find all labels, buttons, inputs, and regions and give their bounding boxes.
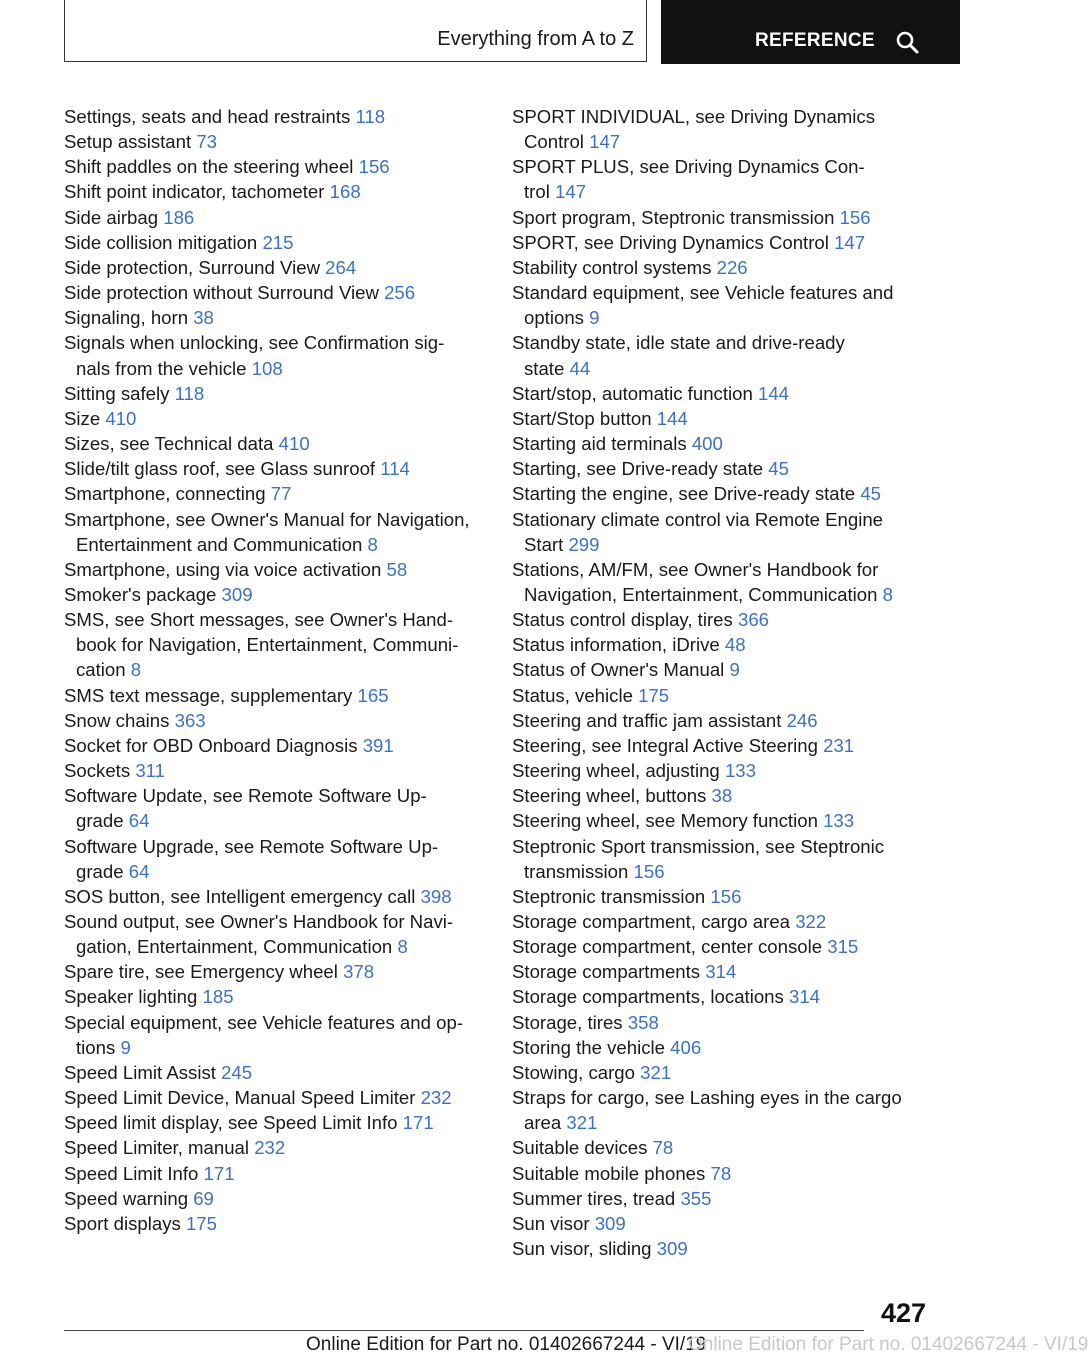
page-link[interactable]: 231 xyxy=(823,734,855,756)
index-entry xyxy=(64,330,484,380)
footer-edition: Online Edition for Part no. 01402667244 - VI/19 xyxy=(306,1334,707,1355)
entry-text: trol xyxy=(524,181,550,203)
index-entry xyxy=(512,708,932,733)
index-entry xyxy=(512,783,932,808)
index-entry xyxy=(512,984,932,1009)
page-link[interactable]: 315 xyxy=(827,936,859,958)
page-link[interactable]: 391 xyxy=(362,734,394,756)
index-entry xyxy=(64,406,484,431)
index-entry xyxy=(512,934,932,959)
index-entry xyxy=(512,381,932,406)
entry-text: Software Update, see Remote Software Up- xyxy=(64,785,427,807)
entry-text: Stations, AM/FM, see Owner's Handbook for xyxy=(512,558,879,580)
page-number: 427 xyxy=(880,1298,926,1328)
index-entry xyxy=(64,280,484,305)
section-title: Everything from A to Z xyxy=(437,28,634,50)
page-link[interactable]: 299 xyxy=(568,533,600,555)
entry-text: book for Navigation, Entertainment, Communi- xyxy=(76,634,459,656)
page-link[interactable]: 144 xyxy=(656,407,688,429)
footer-divider xyxy=(64,1330,864,1331)
entry-text: Steering wheel, see Memory function xyxy=(512,810,818,832)
index-entry xyxy=(64,582,484,607)
index-entry xyxy=(512,507,932,557)
entry-text: SMS text message, supplementary xyxy=(64,684,353,706)
entry-text: Stability control systems xyxy=(512,256,712,278)
entry-text: Shift paddles on the steering wheel xyxy=(64,156,354,178)
index-entry xyxy=(64,507,484,557)
entry-text: Steering and traffic jam assistant xyxy=(512,709,782,731)
entry-text: Speed Limit Assist xyxy=(64,1061,216,1083)
entry-text: SPORT, see Driving Dynamics Control xyxy=(512,231,829,253)
index-entry xyxy=(512,834,932,884)
entry-text: Side airbag xyxy=(64,206,159,228)
page-link[interactable]: 108 xyxy=(251,357,283,379)
entry-text: Storage compartments xyxy=(512,961,701,983)
entry-text: Sound output, see Owner's Handbook for Navi- xyxy=(64,911,454,932)
page-link[interactable]: 309 xyxy=(221,583,253,605)
entry-text: Control xyxy=(524,131,584,153)
entry-text: Start/stop, automatic function xyxy=(512,382,753,404)
page-link[interactable]: 232 xyxy=(254,1137,286,1159)
index-entry xyxy=(512,557,932,607)
page-link[interactable]: 311 xyxy=(135,760,165,782)
entry-text: Entertainment and Communication xyxy=(76,533,363,555)
entry-text: Sport displays xyxy=(64,1212,181,1234)
page-link[interactable]: 8 xyxy=(397,936,408,958)
page-link[interactable]: 314 xyxy=(788,986,821,1008)
page-link[interactable]: 9 xyxy=(120,1036,131,1058)
entry-text: state xyxy=(524,357,565,379)
entry-text: Straps for cargo, see Lashing eyes in the cargo xyxy=(512,1087,902,1109)
page-link[interactable]: 309 xyxy=(594,1212,626,1234)
page-link[interactable]: 118 xyxy=(355,106,386,127)
entry-text: Size xyxy=(64,407,101,429)
index-entry xyxy=(512,330,932,380)
index-entry xyxy=(512,632,932,657)
page-link[interactable]: 44 xyxy=(569,357,591,379)
index-entry xyxy=(64,1110,484,1135)
index-entry xyxy=(64,683,484,708)
index-entry xyxy=(64,834,484,884)
index-entry xyxy=(64,230,484,255)
page-link[interactable]: 406 xyxy=(670,1036,702,1058)
index-entry xyxy=(512,1035,932,1060)
page-link[interactable]: 378 xyxy=(343,961,375,983)
entry-text: Socket for OBD Onboard Diagnosis xyxy=(64,734,358,756)
entry-text: SMS, see Short messages, see Owner's Hand- xyxy=(64,609,454,631)
index-entry xyxy=(64,959,484,984)
entry-text: Speed limit display, see Speed Limit Info xyxy=(64,1112,398,1134)
entry-text: Smartphone, using via voice activation xyxy=(64,558,382,580)
page-link[interactable]: 38 xyxy=(711,785,733,807)
entry-text: Steering wheel, buttons xyxy=(512,785,707,807)
index-entry xyxy=(64,984,484,1009)
index-entry xyxy=(64,1060,484,1085)
entry-text: Standard equipment, see Vehicle features and xyxy=(512,282,894,304)
index-entry xyxy=(512,733,932,758)
entry-text: Suitable mobile phones xyxy=(512,1162,706,1184)
page-link[interactable]: 321 xyxy=(566,1112,598,1134)
index-entry xyxy=(64,456,484,481)
page-link[interactable]: 118 xyxy=(174,382,205,404)
page-link[interactable]: 147 xyxy=(555,181,587,203)
page-link[interactable]: 114 xyxy=(380,458,410,480)
page-link[interactable]: 45 xyxy=(860,483,881,505)
entry-text: Smartphone, see Owner's Manual for Navigation, xyxy=(64,508,470,530)
index-entry xyxy=(512,1211,932,1236)
page-link[interactable]: 185 xyxy=(202,986,234,1008)
index-column-right xyxy=(512,104,932,1261)
entry-text: Storage compartment, cargo area xyxy=(512,911,791,932)
index-entry xyxy=(512,959,932,984)
page-link[interactable]: 400 xyxy=(691,433,723,455)
index-entry xyxy=(64,1161,484,1186)
search-icon[interactable] xyxy=(895,30,919,54)
page-link[interactable]: 48 xyxy=(724,634,746,656)
page-link[interactable]: 77 xyxy=(270,483,292,505)
entry-text: Speed Limiter, manual xyxy=(64,1137,250,1159)
entry-text: tions xyxy=(76,1036,116,1058)
entry-text: Steering wheel, adjusting xyxy=(512,760,720,782)
page-link[interactable]: 73 xyxy=(196,131,217,153)
page-link[interactable]: 9 xyxy=(589,307,600,329)
entry-text: SOS button, see Intelligent emergency call xyxy=(64,885,416,907)
entry-text: Steering, see Integral Active Steering xyxy=(512,734,818,756)
entry-text: Speaker lighting xyxy=(64,986,198,1008)
entry-text: Steptronic transmission xyxy=(512,885,706,907)
entry-text: Speed warning xyxy=(64,1187,189,1209)
index-entry xyxy=(64,607,484,682)
index-entry xyxy=(512,909,932,934)
index-entry xyxy=(512,1236,932,1261)
index-entry xyxy=(512,607,932,632)
entry-text: options xyxy=(524,307,584,329)
entry-text: Starting the engine, see Drive-ready state xyxy=(512,483,856,505)
entry-text: Stationary climate control via Remote Engine xyxy=(512,508,884,530)
page-link[interactable]: 366 xyxy=(737,609,770,631)
entry-text: Special equipment, see Vehicle features and op- xyxy=(64,1011,463,1033)
entry-text: Side collision mitigation xyxy=(64,231,258,253)
page-link[interactable]: 322 xyxy=(795,911,827,932)
index-entry xyxy=(64,205,484,230)
entry-text: nals from the vehicle xyxy=(76,357,247,379)
page-link[interactable]: 410 xyxy=(105,407,137,429)
index-entry xyxy=(64,884,484,909)
entry-text: Storage, tires xyxy=(512,1011,623,1033)
entry-text: Sun visor, sliding xyxy=(512,1238,652,1260)
entry-text: cation xyxy=(76,659,126,681)
page-link[interactable]: 133 xyxy=(823,810,855,832)
entry-text: Side protection, Surround View xyxy=(64,256,320,278)
entry-text: Summer tires, tread xyxy=(512,1187,676,1209)
index-entry xyxy=(512,758,932,783)
page-link[interactable]: 264 xyxy=(325,256,357,278)
page-link[interactable]: 9 xyxy=(729,659,740,681)
entry-text: Status, vehicle xyxy=(512,684,633,706)
entry-text: Smoker's package xyxy=(64,583,217,605)
index-entry xyxy=(64,1211,484,1236)
page-link[interactable]: 410 xyxy=(278,433,310,455)
page-link[interactable]: 186 xyxy=(163,206,195,228)
page-link[interactable]: 147 xyxy=(589,131,621,153)
page-link[interactable]: 171 xyxy=(402,1112,434,1134)
entry-text: Sport program, Steptronic transmission xyxy=(512,206,835,228)
index-entry xyxy=(64,733,484,758)
index-entry xyxy=(512,406,932,431)
index-entry xyxy=(512,808,932,833)
index-entry xyxy=(512,1135,932,1160)
index-entry xyxy=(512,657,932,682)
entry-text: Slide/tilt glass roof, see Glass sunroof xyxy=(64,458,376,480)
entry-text: Speed Limit Info xyxy=(64,1162,199,1184)
entry-text: transmission xyxy=(524,860,629,882)
page-link[interactable]: 321 xyxy=(640,1061,672,1083)
entry-text: Storage compartment, center console xyxy=(512,936,823,958)
entry-text: Signals when unlocking, see Confirmation sig- xyxy=(64,332,445,354)
entry-text: Settings, seats and head restraints xyxy=(64,106,351,127)
index-entry xyxy=(64,708,484,733)
page-link[interactable]: 215 xyxy=(262,231,294,253)
index-entry xyxy=(64,783,484,833)
page-link[interactable]: 358 xyxy=(627,1011,659,1033)
index-entry xyxy=(64,758,484,783)
entry-text: Side protection without Surround View xyxy=(64,282,379,304)
page-link[interactable]: 165 xyxy=(357,684,389,706)
entry-text: Setup assistant xyxy=(64,131,192,153)
entry-text: Storing the vehicle xyxy=(512,1036,665,1058)
index-entry xyxy=(64,305,484,330)
entry-text: Status control display, tires xyxy=(512,609,733,631)
watermark: Online Edition for Part no. 01402667244 - VI/19 xyxy=(688,1334,1088,1355)
page-link[interactable]: 78 xyxy=(652,1137,674,1159)
index-entry xyxy=(512,255,932,280)
page-link[interactable]: 8 xyxy=(367,533,378,555)
index-entry xyxy=(512,1085,932,1135)
entry-text: Starting, see Drive-ready state xyxy=(512,458,764,480)
entry-text: area xyxy=(524,1112,562,1134)
entry-text: Speed Limit Device, Manual Speed Limiter xyxy=(64,1087,416,1109)
index-entry xyxy=(64,154,484,179)
page-link[interactable]: 69 xyxy=(193,1187,214,1209)
index-entry xyxy=(512,481,932,506)
index-entry xyxy=(512,1060,932,1085)
index-entry xyxy=(512,280,932,330)
entry-text: Sun visor xyxy=(512,1212,590,1234)
page-link[interactable]: 171 xyxy=(203,1162,235,1184)
page-link[interactable]: 45 xyxy=(768,458,789,480)
entry-text: Sitting safely xyxy=(64,382,170,404)
page-link[interactable]: 226 xyxy=(716,256,748,278)
entry-text: Navigation, Entertainment, Communication xyxy=(524,583,878,605)
page-link[interactable]: 64 xyxy=(128,860,150,882)
index-entry xyxy=(64,255,484,280)
page-link[interactable]: 156 xyxy=(358,156,390,178)
index-entry xyxy=(512,456,932,481)
entry-text: Signaling, horn xyxy=(64,307,189,329)
entry-text: Standby state, idle state and drive-ready xyxy=(512,332,845,354)
page-link[interactable]: 156 xyxy=(710,885,742,907)
page-link[interactable]: 156 xyxy=(633,860,665,882)
index-entry xyxy=(512,1161,932,1186)
page-link[interactable]: 168 xyxy=(329,181,361,203)
reference-tab-label: REFERENCE xyxy=(755,30,875,51)
index-entry xyxy=(64,129,484,154)
index-entry xyxy=(64,557,484,582)
entry-text: Start xyxy=(524,533,564,555)
entry-text: Smartphone, connecting xyxy=(64,483,266,505)
index-entry xyxy=(512,154,932,204)
page-link[interactable]: 38 xyxy=(193,307,214,329)
entry-text: Software Upgrade, see Remote Software Up- xyxy=(64,835,439,857)
entry-text: Sockets xyxy=(64,760,131,782)
entry-text: Status of Owner's Manual xyxy=(512,659,725,681)
page-link[interactable]: 398 xyxy=(420,885,452,907)
index-entry xyxy=(512,230,932,255)
page-link[interactable]: 246 xyxy=(786,709,818,731)
entry-text: SPORT PLUS, see Driving Dynamics Con- xyxy=(512,156,865,178)
index-entry xyxy=(512,104,932,154)
entry-text: Status information, iDrive xyxy=(512,634,720,656)
entry-text: Snow chains xyxy=(64,709,170,731)
page-link[interactable]: 64 xyxy=(128,810,150,832)
page-link[interactable]: 363 xyxy=(174,709,206,731)
index-entry xyxy=(64,179,484,204)
entry-text: Steptronic Sport transmission, see Steptronic xyxy=(512,835,885,857)
entry-text: Suitable devices xyxy=(512,1137,648,1159)
page-link[interactable]: 175 xyxy=(638,684,670,706)
page-link[interactable]: 8 xyxy=(130,659,142,681)
page-link[interactable]: 175 xyxy=(185,1212,217,1234)
index-entry xyxy=(512,431,932,456)
page-link[interactable]: 156 xyxy=(839,206,871,228)
index-entry xyxy=(512,683,932,708)
index-entry xyxy=(64,104,484,129)
page-link[interactable]: 314 xyxy=(705,961,737,983)
page-link[interactable]: 232 xyxy=(420,1087,452,1109)
index-entry xyxy=(64,1135,484,1160)
reference-tab[interactable] xyxy=(661,0,960,64)
index-entry xyxy=(64,481,484,506)
page-link[interactable]: 8 xyxy=(882,583,893,605)
index-entry xyxy=(64,1186,484,1211)
index-entry xyxy=(64,431,484,456)
entry-text: Spare tire, see Emergency wheel xyxy=(64,961,338,983)
entry-text: Storage compartments, locations xyxy=(512,986,784,1008)
entry-text: Starting aid terminals xyxy=(512,433,687,455)
entry-text: Sizes, see Technical data xyxy=(64,433,274,455)
index-entry xyxy=(64,909,484,959)
index-entry xyxy=(512,884,932,909)
index-entry xyxy=(512,1010,932,1035)
page-link[interactable]: 309 xyxy=(656,1238,688,1260)
entry-text: Stowing, cargo xyxy=(512,1061,635,1083)
index-entry xyxy=(512,1186,932,1211)
index-entry xyxy=(64,1085,484,1110)
entry-text: Start/Stop button xyxy=(512,407,652,429)
entry-text: gation, Entertainment, Communication xyxy=(76,936,393,958)
index-entry xyxy=(512,205,932,230)
index-entry xyxy=(64,381,484,406)
index-column-left xyxy=(64,104,484,1236)
entry-text: Shift point indicator, tachometer xyxy=(64,181,325,203)
page-link[interactable]: 144 xyxy=(757,382,790,404)
entry-text: grade xyxy=(76,860,124,882)
page-link[interactable]: 245 xyxy=(221,1061,253,1083)
page-link[interactable]: 256 xyxy=(384,282,416,304)
entry-text: grade xyxy=(76,810,124,832)
page-link[interactable]: 133 xyxy=(724,760,756,782)
page-link[interactable]: 147 xyxy=(834,231,866,253)
index-entry xyxy=(64,1010,484,1060)
page-link[interactable]: 58 xyxy=(386,558,408,580)
page-link[interactable]: 355 xyxy=(680,1187,712,1209)
page-link[interactable]: 78 xyxy=(710,1162,732,1184)
header-section-box xyxy=(64,0,647,62)
entry-text: SPORT INDIVIDUAL, see Driving Dynamics xyxy=(512,106,876,127)
